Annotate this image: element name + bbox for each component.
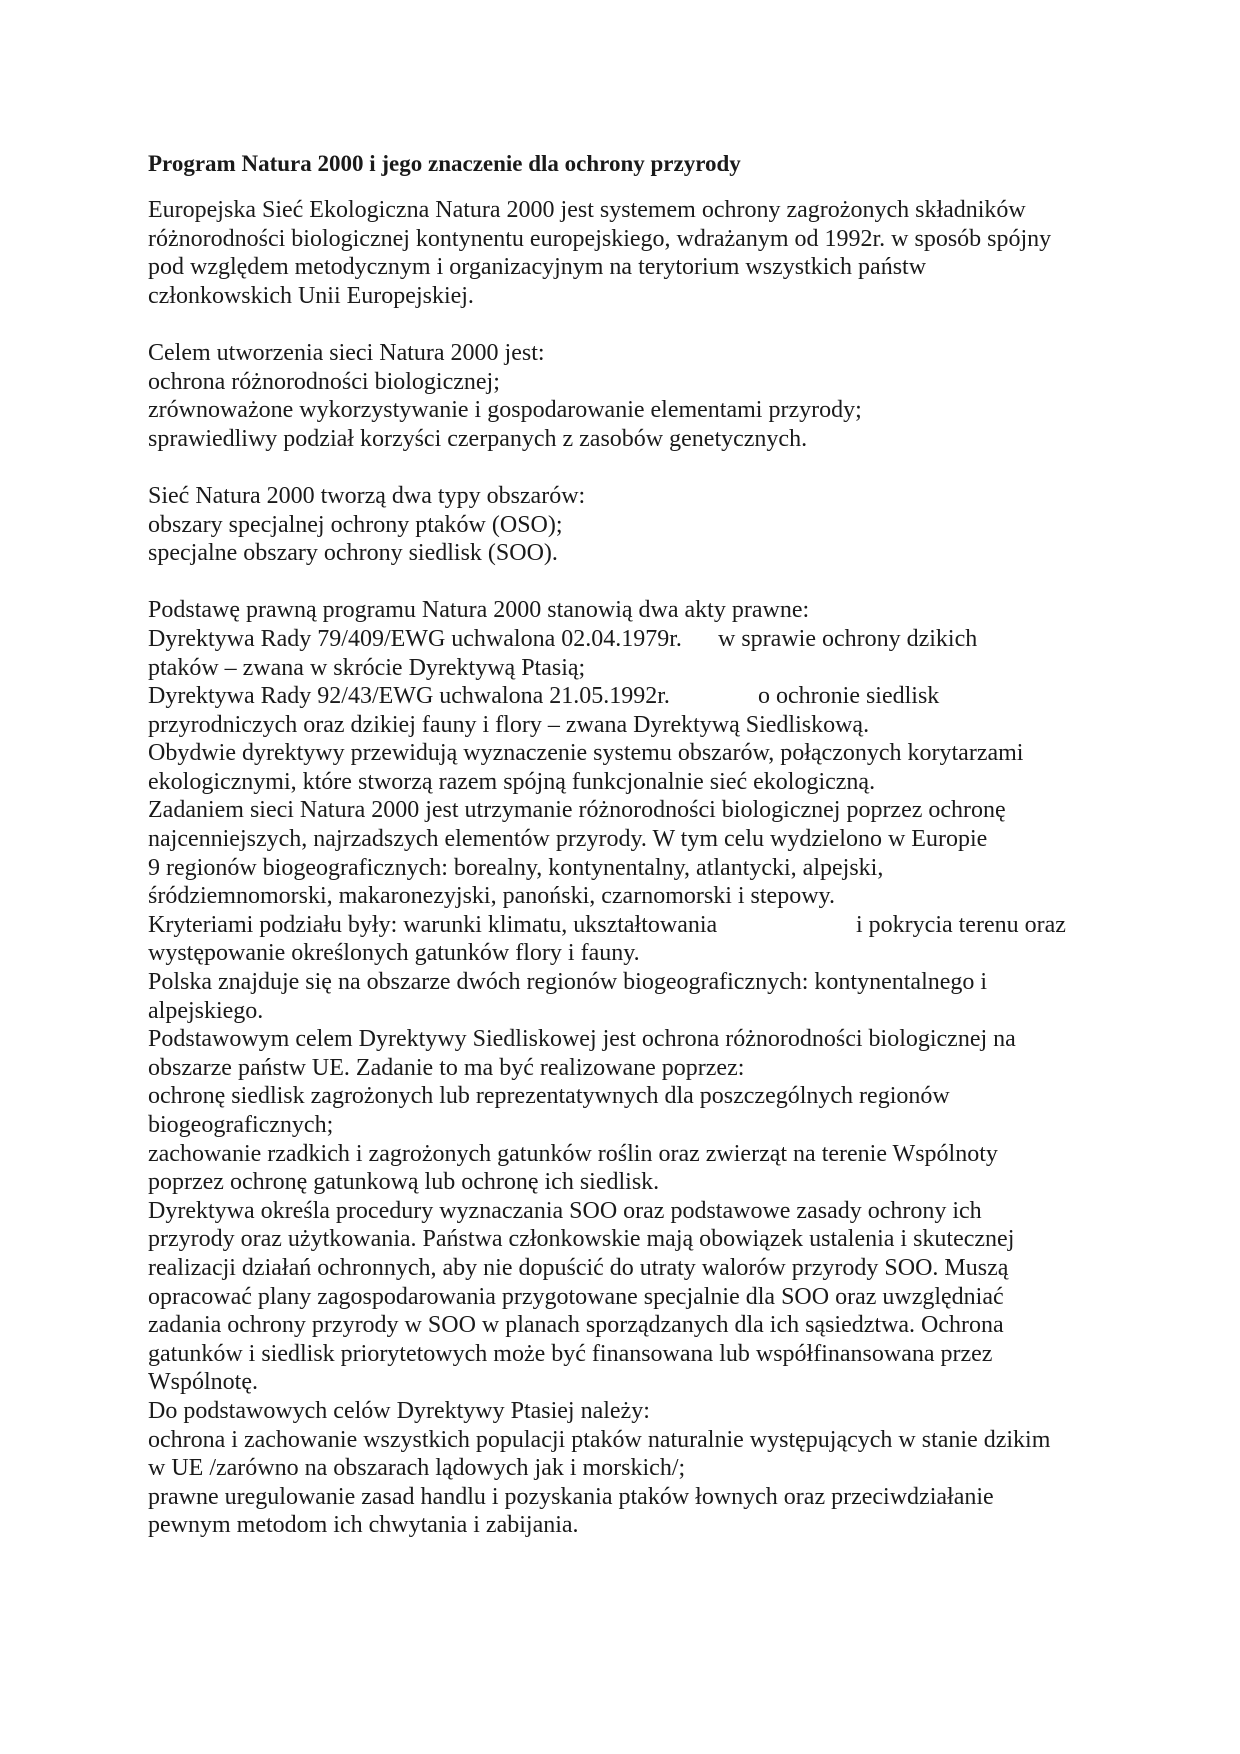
text-line: alpejskiego. bbox=[148, 997, 264, 1024]
text-line: Sieć Natura 2000 tworzą dwa typy obszarów: bbox=[148, 482, 586, 509]
text-line: obszarze państw UE. Zadanie to ma być realizowane poprzez: bbox=[148, 1054, 745, 1081]
text-line: zadania ochrony przyrody w SOO w planach sporządzanych dla ich sąsiedztwa. Ochrona bbox=[148, 1312, 1004, 1339]
text-line: ptaków – zwana w skrócie Dyrektywą Ptasią; bbox=[148, 654, 586, 681]
text-line: ochrona różnorodności biologicznej; bbox=[148, 368, 500, 395]
text-line: sprawiedliwy podział korzyści czerpanych z zasobów genetycznych. bbox=[148, 425, 808, 452]
bird-directive-name: Dyrektywa Rady 79/409/EWG uchwalona 02.04.1979r. bbox=[148, 625, 682, 652]
bird-directive-line bbox=[148, 625, 1098, 654]
criteria-line bbox=[148, 911, 1098, 940]
paragraph-intro bbox=[148, 196, 1098, 310]
paragraph-area-types bbox=[148, 482, 1098, 568]
text-line: Wspólnotę. bbox=[148, 1369, 258, 1396]
text-line: opracować plany zagospodarowania przygotowane specjalnie dla SOO oraz uwzględniać bbox=[148, 1283, 1004, 1310]
document-title: Program Natura 2000 i jego znaczenie dla ochrony przyrody bbox=[148, 151, 741, 176]
text-line: zachowanie rzadkich i zagrożonych gatunków roślin oraz zwierząt na terenie Wspólnoty bbox=[148, 1140, 998, 1167]
text-line: przyrodniczych oraz dzikiej fauny i flory – zwana Dyrektywą Siedliskową. bbox=[148, 711, 870, 738]
criteria-text: Kryteriami podziału były: warunki klimatu, ukształtowania bbox=[148, 911, 718, 938]
text-line: Dyrektywa określa procedury wyznaczania SOO oraz podstawowe zasady ochrony ich bbox=[148, 1197, 982, 1224]
text-line: Europejska Sieć Ekologiczna Natura 2000 jest systemem ochrony zagrożonych składników bbox=[148, 197, 1026, 223]
document-body bbox=[148, 150, 1098, 1540]
text-line: Polska znajduje się na obszarze dwóch regionów biogeograficznych: kontynentalnego i bbox=[148, 969, 988, 996]
text-line: Podstawowym celem Dyrektywy Siedliskowej jest ochrona różnorodności biologicznej na bbox=[148, 1026, 1016, 1053]
habitat-directive-subject: o ochronie siedlisk bbox=[758, 683, 940, 710]
paragraph-gap bbox=[148, 453, 1098, 482]
criteria-text-cont: i pokrycia terenu oraz bbox=[856, 911, 1066, 938]
text-line: różnorodności biologicznej kontynentu europejskiego, wdrażanym od 1992r. w sposób spójny bbox=[148, 225, 1052, 252]
text-line: Zadaniem sieci Natura 2000 jest utrzymanie różnorodności biologicznej poprzez ochronę bbox=[148, 797, 1006, 824]
text-line: gatunków i siedlisk priorytetowych może być finansowana lub współfinansowana przez bbox=[148, 1340, 993, 1367]
text-line: poprzez ochronę gatunkową lub ochronę ich siedlisk. bbox=[148, 1169, 660, 1196]
habitat-directive-line bbox=[148, 682, 1098, 711]
text-line: przyrody oraz użytkowania. Państwa członkowskie mają obowiązek ustalenia i skutecznej bbox=[148, 1226, 1015, 1253]
bird-directive-subject: w sprawie ochrony dzikich bbox=[718, 625, 978, 652]
text-line: pod względem metodycznym i organizacyjnym na terytorium wszystkich państw bbox=[148, 254, 927, 281]
text-line: ochrona i zachowanie wszystkich populacji ptaków naturalnie występujących w stanie dzikim bbox=[148, 1426, 1051, 1453]
text-line: Obydwie dyrektywy przewidują wyznaczenie systemu obszarów, połączonych korytarzami bbox=[148, 740, 1024, 767]
habitat-directive-name: Dyrektywa Rady 92/43/EWG uchwalona 21.05.1992r. bbox=[148, 683, 670, 710]
text-line: najcenniejszych, najrzadszych elementów przyrody. W tym celu wydzielono w Europie bbox=[148, 826, 988, 853]
text-line: Podstawę prawną programu Natura 2000 stanowią dwa akty prawne: bbox=[148, 597, 810, 624]
paragraph-legal bbox=[148, 596, 1098, 1540]
text-line: występowanie określonych gatunków flory i fauny. bbox=[148, 940, 640, 967]
text-line: prawne uregulowanie zasad handlu i pozyskania ptaków łownych oraz przeciwdziałanie bbox=[148, 1483, 994, 1510]
text-line: specjalne obszary ochrony siedlisk (SOO). bbox=[148, 540, 558, 567]
text-line: ekologicznymi, które stworzą razem spójną funkcjonalnie sieć ekologiczną. bbox=[148, 768, 876, 795]
text-line: Celem utworzenia sieci Natura 2000 jest: bbox=[148, 339, 545, 366]
text-line: pewnym metodom ich chwytania i zabijania. bbox=[148, 1512, 579, 1539]
text-line: zrównoważone wykorzystywanie i gospodarowanie elementami przyrody; bbox=[148, 397, 862, 424]
paragraph-gap bbox=[148, 568, 1098, 597]
text-line: śródziemnomorski, makaronezyjski, panoński, czarnomorski i stepowy. bbox=[148, 883, 835, 910]
text-line: biogeograficznych; bbox=[148, 1112, 334, 1138]
text-line: realizacji działań ochronnych, aby nie dopuścić do utraty walorów przyrody SOO. Muszą bbox=[148, 1254, 1009, 1281]
text-line: 9 regionów biogeograficznych: borealny, kontynentalny, atlantycki, alpejski, bbox=[148, 854, 884, 881]
text-line: obszary specjalnej ochrony ptaków (OSO); bbox=[148, 511, 563, 538]
text-line: ochronę siedlisk zagrożonych lub reprezentatywnych dla poszczególnych regionów bbox=[148, 1083, 950, 1110]
paragraph-goals bbox=[148, 339, 1098, 453]
text-line: w UE /zarówno na obszarach lądowych jak i morskich/; bbox=[148, 1455, 686, 1482]
text-line: członkowskich Unii Europejskiej. bbox=[148, 282, 474, 309]
paragraph-gap bbox=[148, 310, 1098, 339]
text-line: Do podstawowych celów Dyrektywy Ptasiej należy: bbox=[148, 1397, 650, 1424]
